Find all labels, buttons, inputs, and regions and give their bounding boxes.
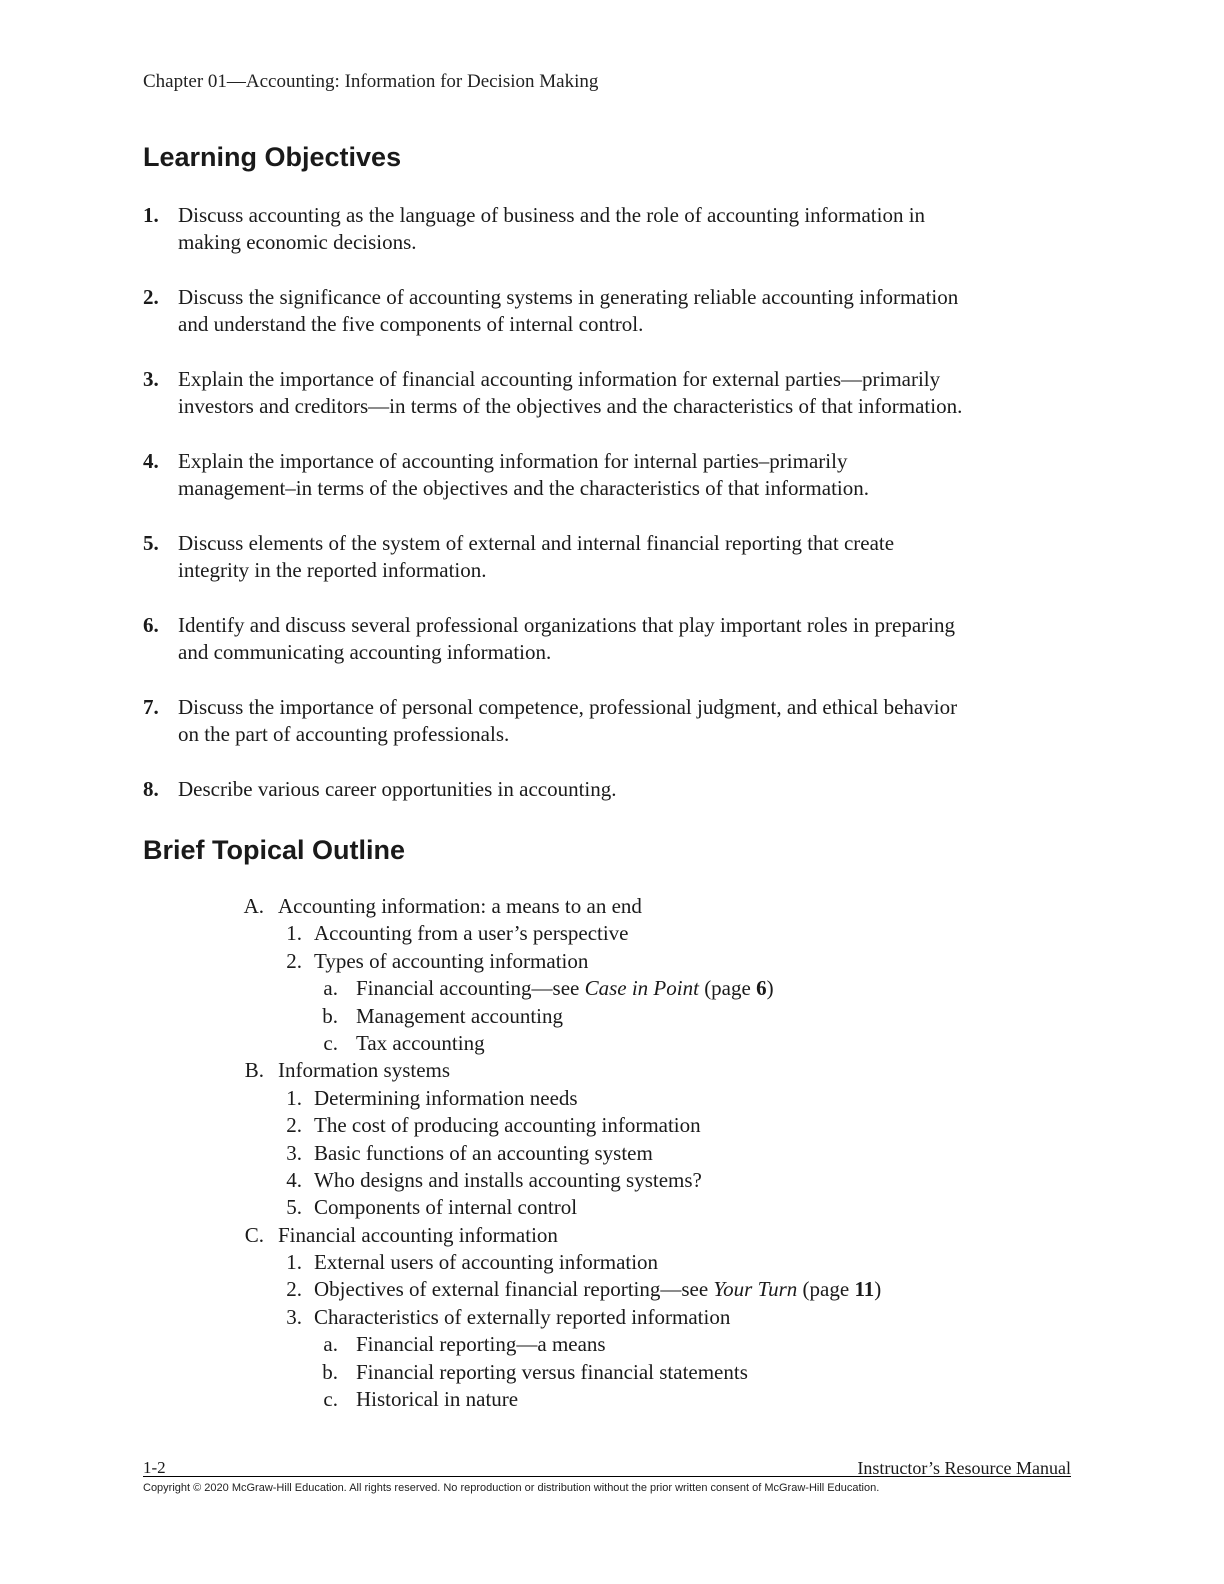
learning-objectives-heading: Learning Objectives <box>143 142 402 172</box>
outline-text-text: Financial reporting versus financial statements <box>356 1359 748 1384</box>
outline-text <box>314 948 588 975</box>
outline-text-text: Financial accounting information <box>278 1222 558 1247</box>
running-head: Chapter 01—Accounting: Information for Decision Making <box>143 71 599 92</box>
outline-text-text: Management accounting <box>356 1003 564 1028</box>
outline-item-level-2 <box>0 1276 1224 1303</box>
outline-marker: a. <box>323 1332 338 1357</box>
outline-text <box>314 1085 578 1112</box>
outline-item-level-2 <box>0 1304 1224 1331</box>
outline-text-text: Components of internal control <box>314 1195 578 1220</box>
outline-item-level-3 <box>0 1386 1224 1413</box>
outline-item-level-2 <box>0 1194 1224 1221</box>
outline-marker: C. <box>244 1222 264 1247</box>
outline-item-level-3 <box>0 1359 1224 1386</box>
outline-item-level-1 <box>0 1222 1224 1249</box>
outline-item-level-2 <box>0 920 1224 947</box>
outline-marker: a. <box>323 976 338 1001</box>
outline-text <box>314 1167 702 1194</box>
outline-item-level-3 <box>0 975 1224 1002</box>
outline-text-after: (page <box>797 1277 855 1302</box>
objective-item <box>143 366 1083 420</box>
outline-marker: B. <box>244 1058 264 1083</box>
outline-text-text: Historical in nature <box>356 1387 519 1412</box>
outline-item-level-1 <box>0 1057 1224 1084</box>
outline-text <box>356 1331 606 1358</box>
learning-objectives-list <box>143 202 1083 831</box>
outline-text <box>314 1194 577 1221</box>
outline-text-italic: Case in Point <box>584 976 699 1001</box>
outline-text-text: Objectives of external financial reporting—see <box>314 1277 714 1302</box>
objective-item <box>143 776 1083 803</box>
outline-text-text: Information systems <box>278 1058 451 1083</box>
outline-text-italic: Your Turn <box>713 1277 798 1302</box>
outline-text <box>314 1276 881 1303</box>
outline-text-text: Types of accounting information <box>314 948 589 973</box>
outline-marker: 3. <box>286 1140 302 1165</box>
objective-text-line: Discuss accounting as the language of business and the role of accounting information in <box>178 203 926 227</box>
objective-text-line: Identify and discuss several professional organizations that play important roles in preparing <box>178 613 955 637</box>
outline-marker: b. <box>322 1359 338 1384</box>
outline-marker: c. <box>323 1030 338 1055</box>
outline-text <box>356 1386 518 1413</box>
objective-text-line: and understand the five components of internal control. <box>178 312 644 336</box>
topical-outline-list <box>0 893 1224 1413</box>
objective-text-line: management–in terms of the objectives and the characteristics of that information. <box>178 476 870 500</box>
outline-text <box>314 1112 701 1139</box>
objective-number: 5. <box>143 531 159 555</box>
objective-text-line: Discuss elements of the system of external and internal financial reporting that create <box>178 531 895 555</box>
outline-text <box>314 1304 730 1331</box>
outline-text-text: Who designs and installs accounting systems? <box>314 1167 702 1192</box>
outline-marker: 1. <box>286 1085 302 1110</box>
outline-marker: 1. <box>286 921 302 946</box>
outline-text-bold: 6 <box>756 976 767 1001</box>
objective-item <box>143 284 1083 338</box>
outline-item-level-3 <box>0 1331 1224 1358</box>
outline-marker: 2. <box>286 1113 302 1138</box>
manual-title: Instructor’s Resource Manual <box>857 1458 1071 1478</box>
outline-item-level-2 <box>0 948 1224 975</box>
objective-text-line: Explain the importance of financial accounting information for external parties—primarily <box>178 367 941 391</box>
outline-marker: A. <box>243 894 264 918</box>
objective-number: 3. <box>143 367 159 391</box>
objective-number: 8. <box>143 777 159 801</box>
outline-text-text: Financial accounting—see <box>356 976 585 1001</box>
outline-text-text: Accounting information: a means to an end <box>278 894 642 918</box>
outline-text-text: The cost of producing accounting information <box>314 1113 701 1138</box>
objective-number: 7. <box>143 695 159 719</box>
outline-marker: 3. <box>286 1304 302 1329</box>
outline-text <box>314 1249 658 1276</box>
objective-text-line: Explain the importance of accounting information for internal parties–primarily <box>178 449 848 473</box>
outline-item-level-3 <box>0 1003 1224 1030</box>
outline-text-bold: 11 <box>854 1277 875 1302</box>
outline-marker: 1. <box>286 1250 302 1275</box>
objective-item <box>143 202 1083 256</box>
objective-text-line: and communicating accounting information. <box>178 640 552 664</box>
outline-text <box>278 1222 558 1249</box>
objective-number: 2. <box>143 285 159 309</box>
outline-text <box>356 1359 748 1386</box>
objective-number: 6. <box>143 613 159 637</box>
objective-item <box>143 448 1083 502</box>
outline-item-level-2 <box>0 1140 1224 1167</box>
copyright-notice: Copyright © 2020 McGraw-Hill Education. All rights reserved. No reproduction or distribution without the prior written consent of McGraw-Hill Education. <box>143 1482 880 1494</box>
footer-rule <box>143 1476 1071 1477</box>
objective-number: 4. <box>143 449 159 473</box>
outline-text-end: ) <box>874 1277 882 1302</box>
outline-text-text: Accounting from a user’s perspective <box>314 921 629 946</box>
objective-item <box>143 612 1083 666</box>
brief-topical-outline-heading: Brief Topical Outline <box>143 835 406 865</box>
objective-text-line: Describe various career opportunities in accounting. <box>178 777 617 801</box>
objective-text-line: making economic decisions. <box>178 230 417 254</box>
outline-text-text: Characteristics of externally reported information <box>314 1304 731 1329</box>
outline-marker: b. <box>322 1003 338 1028</box>
page-number: 1-2 <box>143 1458 166 1477</box>
objective-item <box>143 694 1083 748</box>
outline-text <box>356 1003 563 1030</box>
outline-item-level-2 <box>0 1249 1224 1276</box>
outline-text <box>278 893 642 920</box>
objective-text-line: Discuss the importance of personal competence, professional judgment, and ethical behavior <box>178 695 958 719</box>
outline-text-text: Financial reporting—a means <box>356 1332 606 1357</box>
outline-marker: 2. <box>286 948 302 973</box>
outline-item-level-2 <box>0 1112 1224 1139</box>
outline-text <box>314 1140 653 1167</box>
outline-item-level-3 <box>0 1030 1224 1057</box>
outline-marker: 2. <box>286 1277 302 1302</box>
outline-text-end: ) <box>766 976 774 1001</box>
outline-text-text: Tax accounting <box>356 1030 485 1055</box>
objective-text-line: integrity in the reported information. <box>178 558 487 582</box>
outline-marker: 4. <box>286 1167 302 1192</box>
outline-text-text: External users of accounting information <box>314 1250 659 1275</box>
outline-text <box>356 1030 485 1057</box>
outline-text-text: Basic functions of an accounting system <box>314 1140 653 1165</box>
outline-text <box>314 920 629 947</box>
outline-text <box>356 975 774 1002</box>
outline-item-level-2 <box>0 1085 1224 1112</box>
outline-text <box>278 1057 450 1084</box>
outline-marker: c. <box>323 1387 338 1412</box>
objective-number: 1. <box>143 203 159 227</box>
objective-text-line: Discuss the significance of accounting systems in generating reliable accounting information <box>178 285 959 309</box>
outline-text-text: Determining information needs <box>314 1085 578 1110</box>
objective-text-line: on the part of accounting professionals. <box>178 722 510 746</box>
objective-text-line: investors and creditors—in terms of the objectives and the characteristics of that information. <box>178 394 963 418</box>
objective-item <box>143 530 1083 584</box>
outline-text-after: (page <box>698 976 757 1001</box>
outline-marker: 5. <box>286 1195 302 1220</box>
outline-item-level-1 <box>0 893 1224 920</box>
outline-item-level-2 <box>0 1167 1224 1194</box>
